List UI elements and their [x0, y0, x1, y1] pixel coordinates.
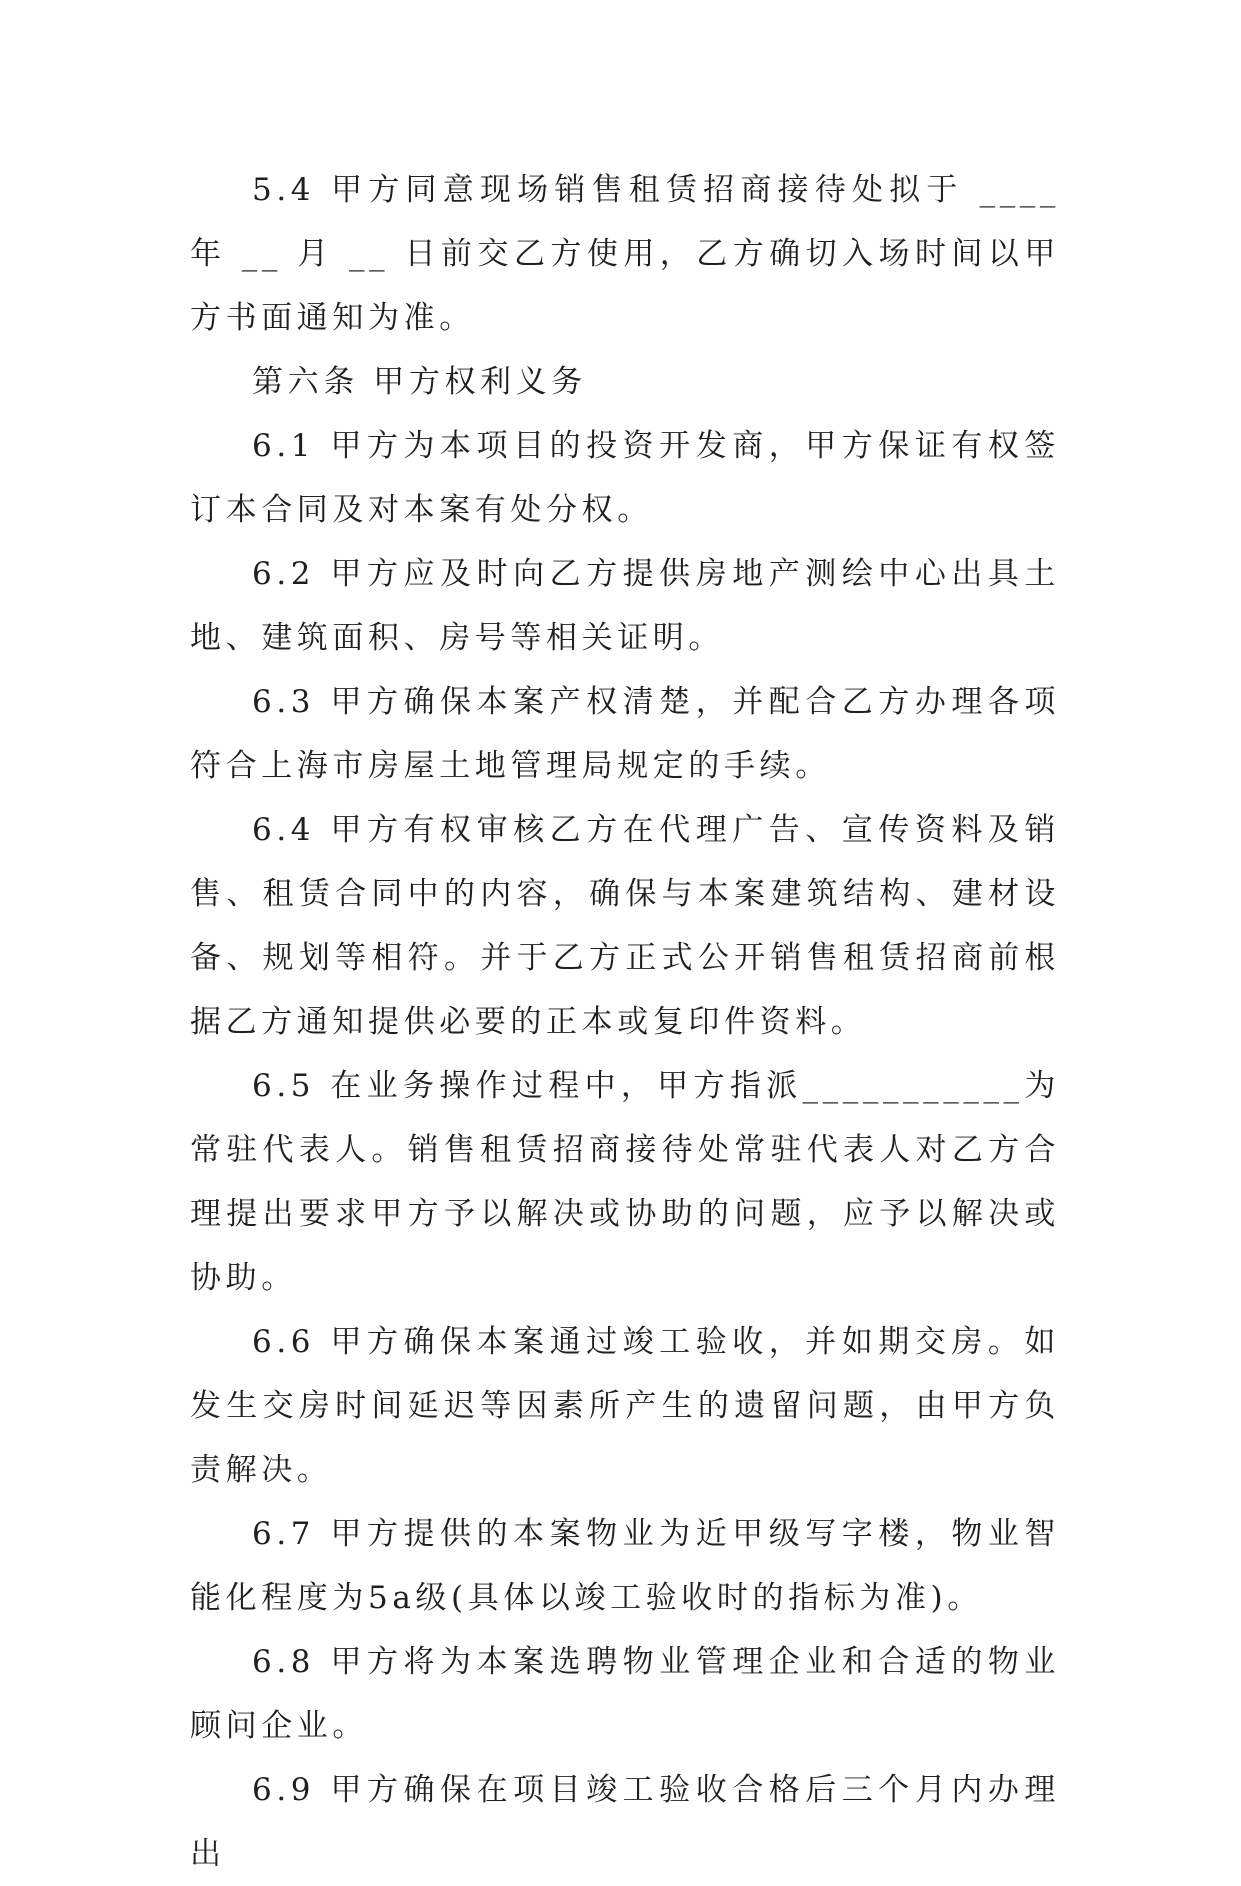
- paragraph-6-3: 6.3 甲方确保本案产权清楚，并配合乙方办理各项符合上海市房屋土地管理局规定的手续。: [190, 684, 1060, 784]
- paragraph-6-4: 6.4 甲方有权审核乙方在代理广告、宣传资料及销售、租赁合同中的内容，确保与本案建筑结构、建材设备、规划等相符。并于乙方正式公开销售租赁招商前根据乙方通知提供必要的正本或复印件资料。: [190, 812, 1060, 1040]
- paragraph-6-7: 6.7 甲方提供的本案物业为近甲级写字楼，物业智能化程度为5a级(具体以竣工验收时的指标为准)。: [190, 1516, 1060, 1616]
- article-6-heading: 第六条 甲方权利义务: [252, 364, 587, 400]
- paragraph-6-6: 6.6 甲方确保本案通过竣工验收，并如期交房。如发生交房时间延迟等因素所产生的遗留问题，由甲方负责解决。: [190, 1324, 1060, 1488]
- paragraph-6-2: 6.2 甲方应及时向乙方提供房地产测绘中心出具土地、建筑面积、房号等相关证明。: [190, 556, 1060, 656]
- paragraph-6-8: 6.8 甲方将为本案选聘物业管理企业和合适的物业顾问企业。: [190, 1644, 1060, 1744]
- paragraph-6-9: 6.9 甲方确保在项目竣工验收合格后三个月内办理出: [190, 1772, 1060, 1872]
- paragraph-6-5: 6.5 在业务操作过程中，甲方指派___________为常驻代表人。销售租赁招商接待处常驻代表人对乙方合理提出要求甲方予以解决或协助的问题，应予以解决或协助。: [190, 1068, 1060, 1296]
- paragraph-6-1: 6.1 甲方为本项目的投资开发商，甲方保证有权签订本合同及对本案有处分权。: [190, 428, 1060, 528]
- document-body: [190, 158, 1075, 1886]
- paragraph-5-4: 5.4 甲方同意现场销售租赁招商接待处拟于 ____ 年 __ 月 __ 日前交乙方使用，乙方确切入场时间以甲方书面通知为准。: [190, 172, 1075, 336]
